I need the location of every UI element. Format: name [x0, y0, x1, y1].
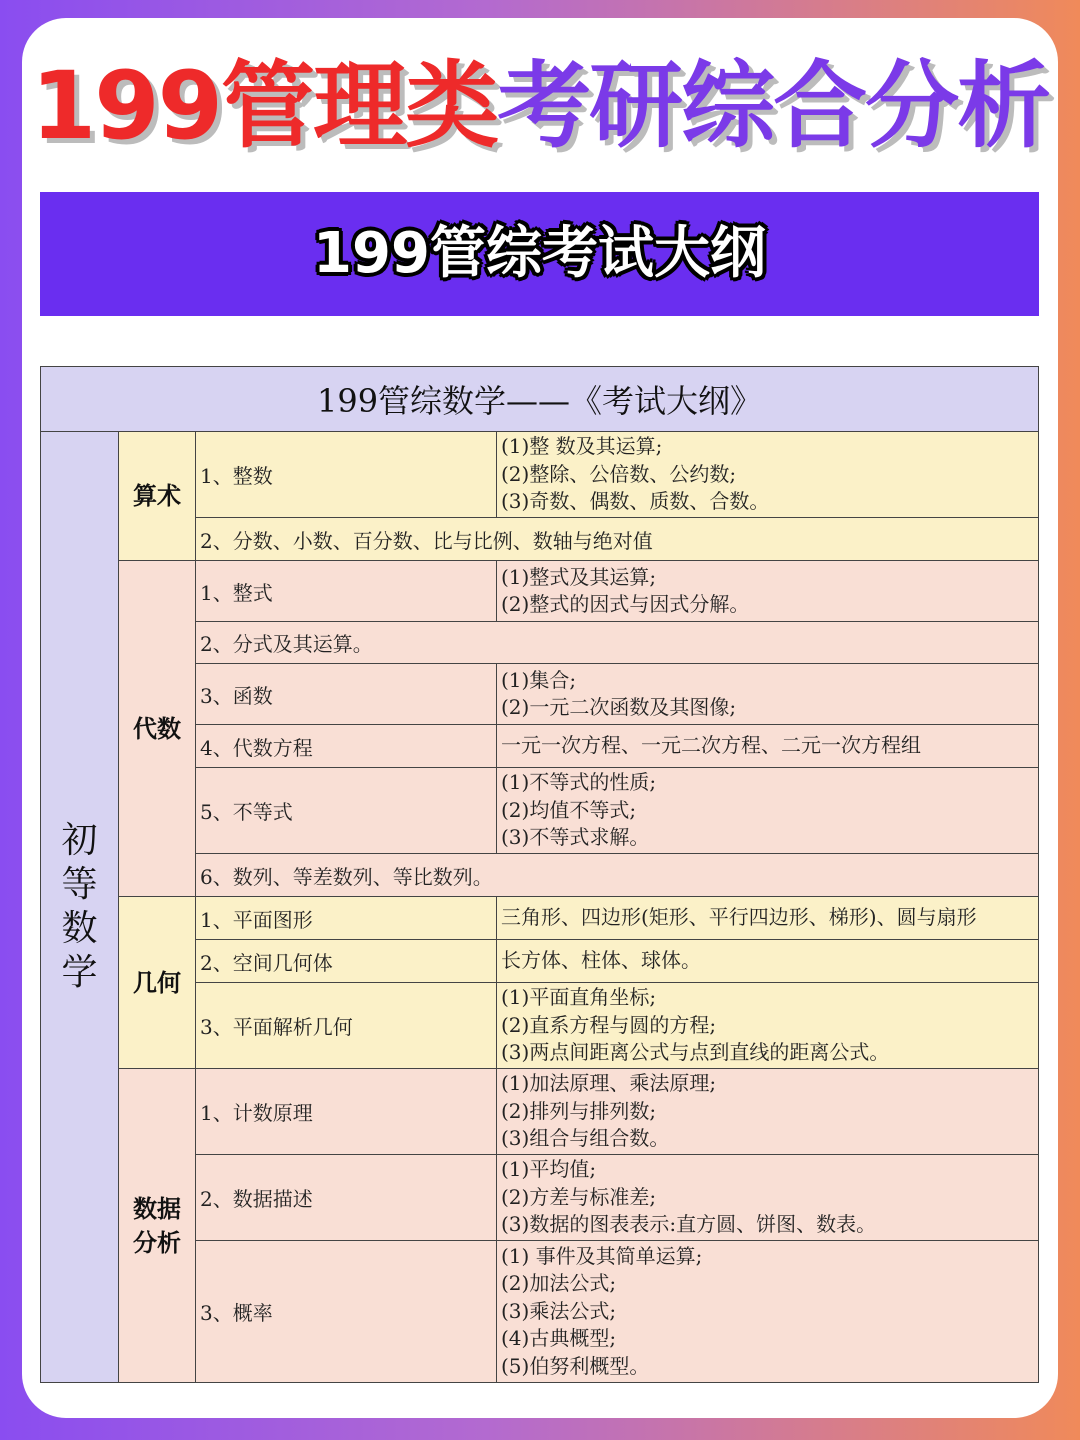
detail-line: (1)平均值;	[501, 1157, 597, 1182]
detail-line: (2)方差与标准差;	[501, 1184, 657, 1209]
category-cell	[119, 432, 196, 561]
topic-cell: 1、计数原理	[196, 1069, 497, 1155]
detail-cell	[497, 940, 1039, 983]
detail-line: (1)平面直角坐标;	[501, 985, 657, 1010]
topic-cell: 2、空间几何体	[196, 940, 497, 983]
detail-cell	[497, 1155, 1039, 1241]
detail-line: (1)不等式的性质;	[501, 770, 657, 795]
category-label: 数据分析	[133, 1193, 181, 1257]
detail-line: (2)排列与排列数;	[501, 1098, 657, 1123]
table-title: 199管综数学——《考试大纲》	[41, 367, 1039, 432]
detail-line: (1)整 数及其运算;	[501, 434, 663, 459]
detail-line: (2)整式的因式与因式分解。	[501, 592, 750, 616]
detail-cell	[497, 1069, 1039, 1155]
topic-cell: 4、代数方程	[196, 725, 497, 768]
level1-label: 初等数学	[61, 820, 98, 993]
detail-line: (2)均值不等式;	[501, 797, 637, 822]
detail-line: (2)整除、公倍数、公约数;	[501, 461, 737, 486]
category-label: 几何	[133, 967, 181, 997]
detail-cell	[497, 983, 1039, 1069]
topic-cell: 1、整式	[196, 561, 497, 622]
detail-line: (1)整式及其运算;	[501, 564, 657, 589]
level1-cell	[41, 432, 119, 1383]
topic-cell: 3、函数	[196, 664, 497, 725]
detail-cell	[497, 897, 1039, 940]
subtitle-banner	[40, 192, 1039, 316]
table-row	[41, 561, 1039, 622]
detail-line: (2)加法公式;	[501, 1271, 617, 1296]
detail-line: (3)乘法公式;	[501, 1298, 617, 1323]
detail-line: (3)不等式求解。	[501, 825, 650, 850]
category-cell	[119, 897, 196, 1069]
detail-line: (5)伯努利概型。	[501, 1353, 650, 1378]
category-cell	[119, 561, 196, 897]
detail-line: (4)古典概型;	[501, 1326, 617, 1351]
detail-line: (3)组合与组合数。	[501, 1126, 670, 1151]
main-title-red: 199管理类	[30, 52, 498, 161]
syllabus-table	[40, 366, 1039, 1383]
table-title-row	[41, 367, 1039, 432]
subtitle-banner-text: 199管综考试大纲	[313, 221, 766, 286]
topic-cell: 6、数列、等差数列、等比数列。	[196, 854, 1039, 897]
detail-line: 一元一次方程、一元二次方程、二元一次方程组	[501, 733, 921, 758]
detail-line: (2)直系方程与圆的方程;	[501, 1012, 717, 1037]
detail-line: (1)集合;	[501, 667, 577, 692]
detail-line: 三角形、四边形(矩形、平行四边形、梯形)、圆与扇形	[501, 905, 977, 930]
topic-cell: 1、平面图形	[196, 897, 497, 940]
detail-cell	[497, 768, 1039, 854]
topic-cell: 3、平面解析几何	[196, 983, 497, 1069]
table-row	[41, 432, 1039, 518]
main-title	[0, 52, 1080, 162]
category-cell	[119, 1069, 196, 1383]
main-title-purple: 考研综合分析	[497, 52, 1050, 161]
topic-cell: 3、概率	[196, 1241, 497, 1383]
detail-cell	[497, 725, 1039, 768]
topic-cell: 2、分数、小数、百分数、比与比例、数轴与绝对值	[196, 518, 1039, 561]
topic-cell: 2、分式及其运算。	[196, 622, 1039, 664]
detail-line: (1) 事件及其简单运算;	[501, 1243, 703, 1268]
table-row	[41, 1069, 1039, 1155]
category-label: 算术	[133, 481, 181, 510]
topic-cell: 2、数据描述	[196, 1155, 497, 1241]
detail-cell	[497, 432, 1039, 518]
detail-line: (3)两点间距离公式与点到直线的距离公式。	[501, 1040, 890, 1065]
detail-line: (3)数据的图表表示:直方圆、饼图、数表。	[501, 1212, 877, 1237]
detail-line: (3)奇数、偶数、质数、合数。	[501, 489, 770, 514]
topic-cell: 1、整数	[196, 432, 497, 518]
detail-cell	[497, 1241, 1039, 1383]
detail-cell	[497, 561, 1039, 622]
table-row	[41, 897, 1039, 940]
detail-line: (2)一元二次函数及其图像;	[501, 695, 737, 719]
category-label: 代数	[133, 713, 181, 743]
detail-line: 长方体、柱体、球体。	[501, 948, 701, 973]
detail-line: (1)加法原理、乘法原理;	[501, 1071, 717, 1096]
detail-cell	[497, 664, 1039, 725]
topic-cell: 5、不等式	[196, 768, 497, 854]
